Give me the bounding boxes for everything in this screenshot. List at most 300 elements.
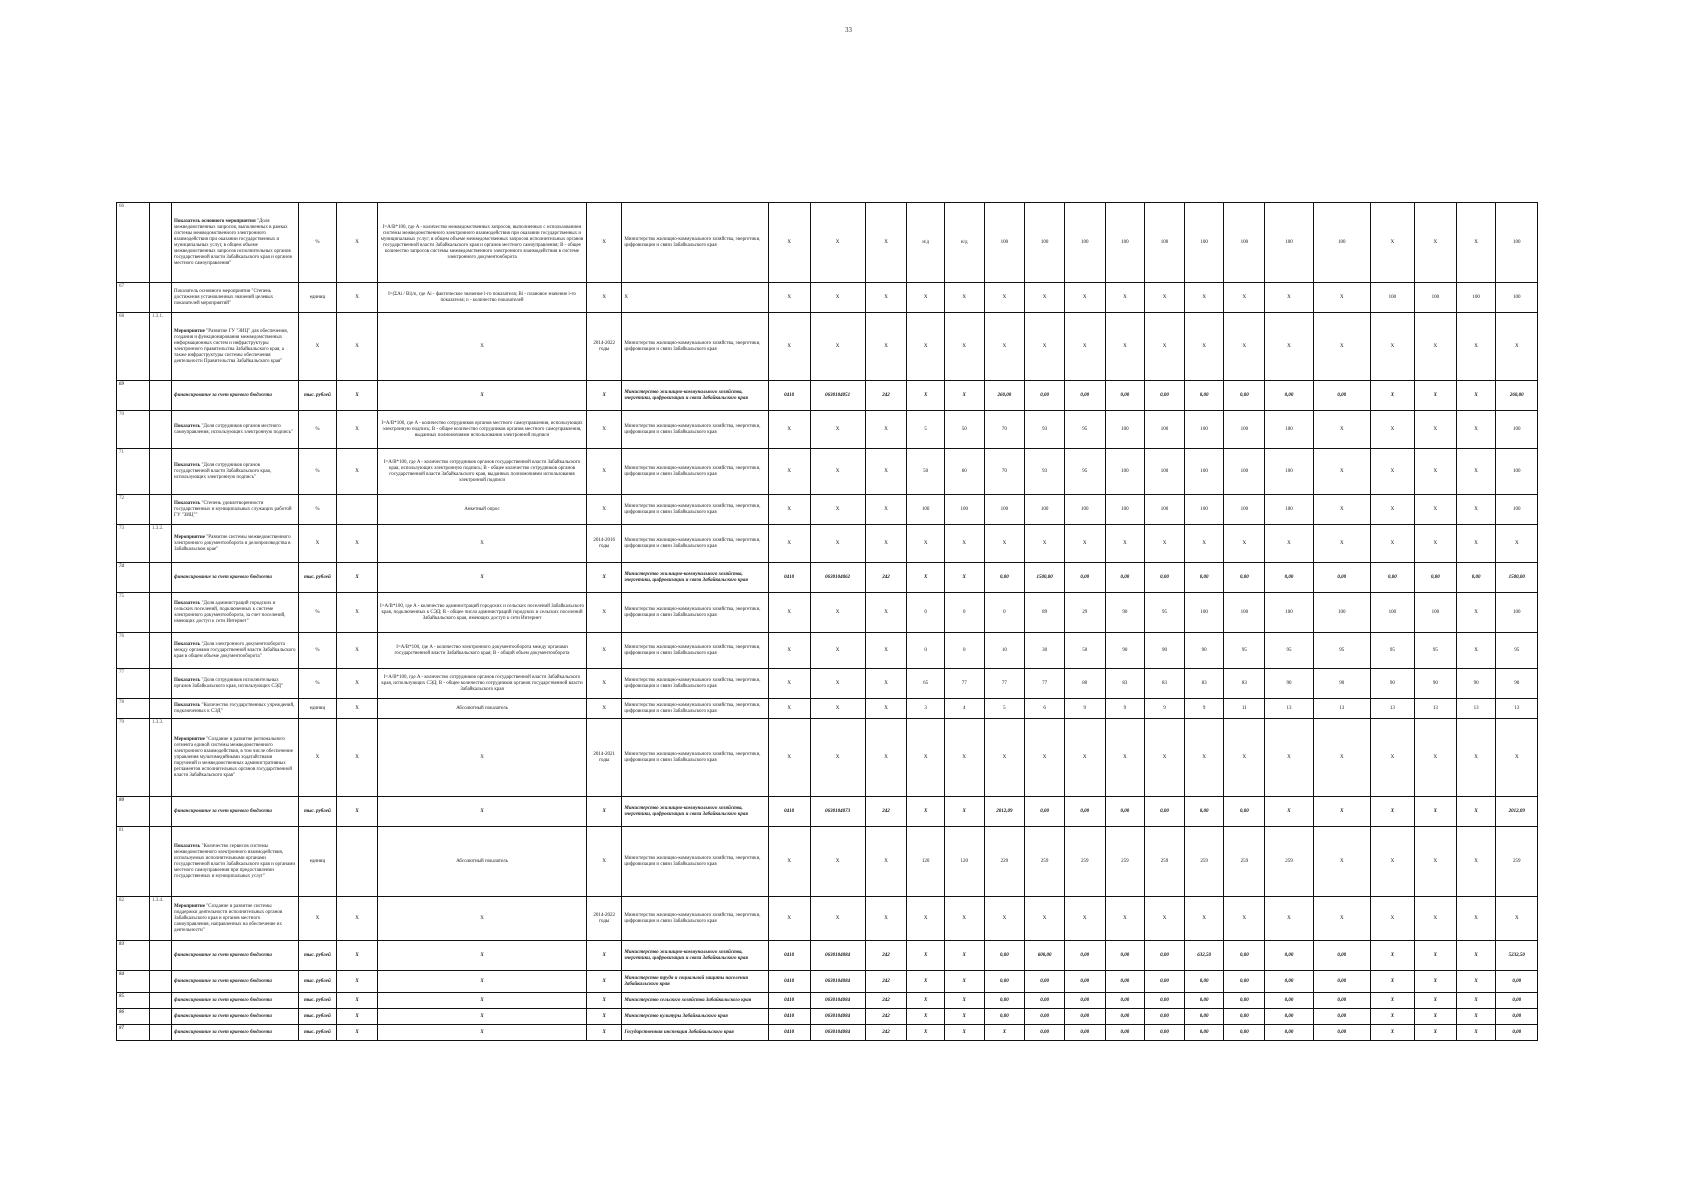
- value-cell: 0,00: [1224, 381, 1265, 411]
- value-cell: 0,00: [1025, 971, 1065, 993]
- value-cell: 0,00: [1105, 563, 1145, 593]
- value-cell: X: [1414, 993, 1456, 1009]
- value-cell: 0: [984, 593, 1025, 633]
- value-cell: 9: [1105, 699, 1145, 719]
- value-cell: 0410: [768, 1009, 810, 1025]
- period-cell: X: [587, 797, 622, 827]
- value-cell: 0,00: [1265, 381, 1313, 411]
- item-name-cell: [172, 593, 299, 633]
- value-cell: 90: [1496, 669, 1538, 699]
- value-cell: X: [865, 669, 907, 699]
- formula-cell: I=A/B*100, где A - количество сотрудников органов государственной власти Забайкальского края, использующих СЭД; B - общее количество сотрудников органов государственной власти Забайкальского края: [377, 669, 586, 699]
- value-cell: 0,00: [1224, 1009, 1265, 1025]
- value-cell: 100: [1265, 495, 1313, 525]
- responsible-cell: Министерство жилищно-коммунального хозяйства, энергетики, цифровизации и связи Забайкальского края: [622, 593, 768, 633]
- value-cell: 242: [865, 1025, 907, 1041]
- value-cell: X: [1370, 971, 1414, 993]
- row-number-cell: 76: [117, 633, 150, 669]
- item-code-cell: [150, 993, 172, 1009]
- value-cell: 50: [1064, 633, 1105, 669]
- unit-cell: %: [298, 203, 337, 283]
- value-cell: 0,00: [1064, 563, 1105, 593]
- value-cell: 0: [944, 633, 984, 669]
- period-cell: X: [587, 971, 622, 993]
- value-cell: X: [865, 897, 907, 941]
- value-cell: X: [1184, 897, 1224, 941]
- row-number-cell: 70: [117, 411, 150, 449]
- value-cell: X: [1456, 1025, 1496, 1041]
- item-name-text: "Доля межведомственных запросов, выполненных в рамках системы межведомственного электронного взаимодействия при оказании государственных и муниципальных услуг, в общем объеме межведомственных запросов исполнительных органов государственной власти Забайкальского края и органов местного самоуправления": [174, 218, 292, 266]
- row-number-cell: 69: [117, 381, 150, 411]
- base-cell: X: [337, 971, 378, 993]
- item-name-cell: [172, 633, 299, 669]
- item-name-text: финансирование за счет краевого бюджета: [174, 952, 272, 958]
- item-name-text: "Доля сотрудников органов государственной власти Забайкальского края, использующих электронную подпись": [174, 462, 272, 480]
- value-cell: 259: [1496, 827, 1538, 897]
- value-cell: X: [1184, 283, 1224, 313]
- value-cell: 2012,09: [1496, 797, 1538, 827]
- value-cell: 100: [1496, 203, 1538, 283]
- formula-cell: X: [377, 719, 586, 797]
- value-cell: 9: [1184, 699, 1224, 719]
- value-cell: 242: [865, 1009, 907, 1025]
- value-cell: 100: [1370, 283, 1414, 313]
- value-cell: X: [907, 897, 944, 941]
- value-cell: X: [1313, 797, 1370, 827]
- formula-cell: I=A/B*100, где A - количество сотрудников органов местного самоуправления, использующих электронную подпись; B - общее количество сотрудников органов местного самоуправления, выданных полномочиями использования электронной подписи: [377, 411, 586, 449]
- period-cell: X: [587, 827, 622, 897]
- value-cell: 0,00: [1145, 941, 1185, 971]
- value-cell: X: [907, 563, 944, 593]
- value-cell: н/д: [944, 203, 984, 283]
- value-cell: 13: [1496, 699, 1538, 719]
- period-cell: X: [587, 381, 622, 411]
- value-cell: X: [865, 827, 907, 897]
- unit-cell: %: [298, 449, 337, 495]
- formula-cell: X: [377, 897, 586, 941]
- value-cell: 0,00: [1496, 1025, 1538, 1041]
- formula-cell: X: [377, 381, 586, 411]
- value-cell: 100: [944, 495, 984, 525]
- item-name-cell: [172, 525, 299, 563]
- value-cell: X: [907, 971, 944, 993]
- value-cell: X: [768, 897, 810, 941]
- value-cell: X: [907, 1025, 944, 1041]
- row-number-cell: 68: [117, 313, 150, 381]
- value-cell: 100: [1224, 449, 1265, 495]
- formula-cell: X: [377, 797, 586, 827]
- item-kind-label: Мероприятие: [174, 328, 206, 334]
- value-cell: 77: [1025, 669, 1065, 699]
- table-row: [117, 897, 1588, 941]
- value-cell: X: [1456, 593, 1496, 633]
- item-name-text: "Доля администраций городских и сельских поселений, подключенных к системе электронного документооборота, за счет поселений, имеющих доступ к сети Интернет": [174, 600, 286, 624]
- value-cell: 100: [1184, 495, 1224, 525]
- value-cell: 0410: [768, 993, 810, 1009]
- value-cell: 0,00: [1224, 563, 1265, 593]
- unit-cell: X: [298, 897, 337, 941]
- item-name-text: "Развитие ГУ "ЗИЦ" для обеспечения, создания и функционирования межведомственных информационных систем и инфраструктуры электронного правительства Забайкальского края, а также инфраструктуры системы обеспечения деятельности Правительства Забайкальского края": [174, 328, 288, 364]
- base-cell: X: [337, 313, 378, 381]
- value-cell: 0: [907, 633, 944, 669]
- value-cell: 0,00: [1025, 993, 1065, 1009]
- unit-cell: тыс. рублей: [298, 971, 337, 993]
- value-cell: 100: [1313, 203, 1370, 283]
- base-cell: [337, 495, 378, 525]
- value-cell: 0,00: [1184, 1025, 1224, 1041]
- value-cell: X: [768, 313, 810, 381]
- value-cell: X: [944, 719, 984, 797]
- value-cell: 100: [984, 203, 1025, 283]
- value-cell: X: [1414, 495, 1456, 525]
- value-cell: X: [810, 719, 865, 797]
- period-cell: X: [587, 411, 622, 449]
- row-number-cell: 77: [117, 669, 150, 699]
- value-cell: X: [1456, 1009, 1496, 1025]
- value-cell: 95: [1064, 411, 1105, 449]
- value-cell: 0,00: [1224, 1025, 1265, 1041]
- value-cell: X: [1456, 525, 1496, 563]
- item-code-cell: [150, 449, 172, 495]
- value-cell: 13: [1313, 699, 1370, 719]
- item-name-text: "Степень удовлетворенности государственных и муниципальных служащих работой ГУ "ЗИЦ"": [174, 500, 292, 518]
- item-code-cell: 1.3.2.: [150, 525, 172, 563]
- value-cell: 120: [907, 827, 944, 897]
- period-cell: 2014-2021 годы: [587, 719, 622, 797]
- value-cell: X: [1496, 525, 1538, 563]
- value-cell: X: [1145, 283, 1185, 313]
- item-code-cell: [150, 593, 172, 633]
- unit-cell: %: [298, 495, 337, 525]
- value-cell: 95: [1064, 449, 1105, 495]
- value-cell: X: [865, 719, 907, 797]
- item-name-text: "Доля сотрудников органов местного самоуправления, использующих электронную подпись": [174, 423, 293, 435]
- value-cell: 242: [865, 941, 907, 971]
- value-cell: X: [1313, 827, 1370, 897]
- value-cell: X: [1025, 719, 1065, 797]
- value-cell: 259: [1265, 827, 1313, 897]
- row-number-cell: 81: [117, 827, 150, 897]
- value-cell: X: [1224, 313, 1265, 381]
- row-number-cell: 73: [117, 525, 150, 563]
- value-cell: 95: [1224, 633, 1265, 669]
- value-cell: X: [1064, 719, 1105, 797]
- value-cell: X: [907, 381, 944, 411]
- value-cell: X: [907, 1009, 944, 1025]
- value-cell: 95: [1313, 633, 1370, 669]
- value-cell: X: [1370, 313, 1414, 381]
- value-cell: 2012,09: [984, 797, 1025, 827]
- table-row: [117, 797, 1588, 827]
- value-cell: 4: [944, 699, 984, 719]
- item-name-text: "Доля сотрудников исполнительных органов Забайкальского края, использующих СЭД": [174, 677, 284, 689]
- unit-cell: X: [298, 719, 337, 797]
- item-name-cell: [172, 993, 299, 1009]
- item-code-cell: [150, 381, 172, 411]
- value-cell: X: [1105, 313, 1145, 381]
- value-cell: 0,00: [1025, 797, 1065, 827]
- value-cell: X: [1370, 1025, 1414, 1041]
- value-cell: X: [768, 669, 810, 699]
- row-number-cell: 82: [117, 897, 150, 941]
- row-number-cell: 71: [117, 449, 150, 495]
- value-cell: 100: [1370, 593, 1414, 633]
- item-name-text: финансирование за счет краевого бюджета: [174, 1029, 272, 1035]
- value-cell: 10: [984, 633, 1025, 669]
- value-cell: X: [768, 633, 810, 669]
- responsible-cell: Министерство жилищно-коммунального хозяйства, энергетики, цифровизации и связи Забайкальского края: [622, 525, 768, 563]
- value-cell: 260,00: [1496, 381, 1538, 411]
- value-cell: 83: [1105, 669, 1145, 699]
- responsible-cell: Министерство жилищно-коммунального хозяйства, энергетики, цифровизации и связи Забайкальского края: [622, 699, 768, 719]
- value-cell: X: [1313, 495, 1370, 525]
- value-cell: X: [810, 525, 865, 563]
- value-cell: X: [865, 495, 907, 525]
- unit-cell: тыс. рублей: [298, 381, 337, 411]
- unit-cell: %: [298, 669, 337, 699]
- value-cell: X: [1224, 897, 1265, 941]
- table-row: [117, 525, 1588, 563]
- responsible-cell: Министерство жилищно-коммунального хозяйства, энергетики, цифровизации и связи Забайкальского края: [622, 411, 768, 449]
- value-cell: 100: [1265, 449, 1313, 495]
- item-code-cell: [150, 827, 172, 897]
- value-cell: 0,00: [1313, 971, 1370, 993]
- value-cell: X: [1184, 719, 1224, 797]
- value-cell: X: [944, 563, 984, 593]
- value-cell: 100: [1313, 593, 1370, 633]
- value-cell: 0,00: [984, 1009, 1025, 1025]
- item-kind-label: Мероприятие: [174, 903, 206, 909]
- value-cell: 0,00: [984, 971, 1025, 993]
- value-cell: 0,00: [1313, 381, 1370, 411]
- row-number-cell: 66: [117, 203, 150, 283]
- value-cell: 259: [1145, 827, 1185, 897]
- value-cell: 30: [1025, 633, 1065, 669]
- responsible-cell: Министерство жилищно-коммунального хозяйства, энергетики, цифровизации и связи Забайкальского края: [622, 941, 768, 971]
- item-name-cell: [172, 669, 299, 699]
- value-cell: X: [1025, 283, 1065, 313]
- responsible-cell: Министерство жилищно-коммунального хозяйства, энергетики, цифровизации и связи Забайкальского края: [622, 827, 768, 897]
- value-cell: 120: [944, 827, 984, 897]
- value-cell: X: [1456, 941, 1496, 971]
- table-row: [117, 593, 1588, 633]
- value-cell: X: [1414, 1009, 1456, 1025]
- value-cell: 259: [1064, 827, 1105, 897]
- value-cell: 0,00: [1496, 993, 1538, 1009]
- value-cell: 242: [865, 993, 907, 1009]
- value-cell: 100: [1414, 593, 1456, 633]
- unit-cell: единиц: [298, 699, 337, 719]
- value-cell: X: [1456, 797, 1496, 827]
- formula-cell: X: [377, 313, 586, 381]
- value-cell: 260,00: [984, 381, 1025, 411]
- table-row: [117, 411, 1588, 449]
- row-number-cell: 75: [117, 593, 150, 633]
- value-cell: 95: [1414, 633, 1456, 669]
- value-cell: 0,00: [984, 993, 1025, 1009]
- value-cell: 100: [1184, 203, 1224, 283]
- value-cell: X: [865, 411, 907, 449]
- table-row: [117, 1009, 1588, 1025]
- table-row: [117, 971, 1588, 993]
- value-cell: 0,00: [1105, 941, 1145, 971]
- value-cell: 0,00: [1496, 1009, 1538, 1025]
- value-cell: 0410: [768, 563, 810, 593]
- value-cell: X: [768, 495, 810, 525]
- item-name-cell: [172, 313, 299, 381]
- table-row: [117, 699, 1588, 719]
- item-code-cell: [150, 669, 172, 699]
- period-cell: X: [587, 1025, 622, 1041]
- value-cell: X: [865, 449, 907, 495]
- value-cell: 100: [1456, 283, 1496, 313]
- value-cell: X: [810, 633, 865, 669]
- table-row: [117, 941, 1588, 971]
- value-cell: 80: [1064, 669, 1105, 699]
- value-cell: 259: [1224, 827, 1265, 897]
- row-number-cell: 80: [117, 797, 150, 827]
- value-cell: X: [944, 971, 984, 993]
- value-cell: X: [1105, 897, 1145, 941]
- value-cell: X: [1370, 941, 1414, 971]
- formula-cell: I=A/B*100, где A - количество администраций городских и сельских поселений Забайкальского края, подключенных к СЭД; B - общее число администраций городских и сельских поселений Забайкальского края, имеющих доступ к сети Интернет: [377, 593, 586, 633]
- value-cell: X: [1414, 971, 1456, 993]
- value-cell: 0630104084: [810, 1025, 865, 1041]
- base-cell: X: [337, 593, 378, 633]
- value-cell: 0,00: [1064, 971, 1105, 993]
- value-cell: X: [984, 525, 1025, 563]
- value-cell: X: [1313, 897, 1370, 941]
- value-cell: X: [907, 993, 944, 1009]
- value-cell: X: [1064, 897, 1105, 941]
- value-cell: 0410: [768, 971, 810, 993]
- value-cell: 95: [1145, 593, 1185, 633]
- value-cell: 5232,50: [1496, 941, 1538, 971]
- value-cell: 0,00: [1105, 1009, 1145, 1025]
- value-cell: X: [1313, 449, 1370, 495]
- value-cell: 0,00: [1224, 941, 1265, 971]
- value-cell: 0630104073: [810, 797, 865, 827]
- value-cell: 90: [1105, 633, 1145, 669]
- row-number-cell: 85: [117, 993, 150, 1009]
- value-cell: 0,00: [1224, 993, 1265, 1009]
- value-cell: X: [865, 203, 907, 283]
- value-cell: 83: [1184, 669, 1224, 699]
- value-cell: 100: [1414, 283, 1456, 313]
- unit-cell: X: [298, 525, 337, 563]
- period-cell: 2014-2016 годы: [587, 525, 622, 563]
- value-cell: 0,00: [1184, 1009, 1224, 1025]
- responsible-cell: Министерство жилищно-коммунального хозяйства, энергетики, цифровизации и связи Забайкальского края: [622, 449, 768, 495]
- value-cell: X: [1414, 1025, 1456, 1041]
- value-cell: 100: [1145, 411, 1185, 449]
- value-cell: X: [1414, 719, 1456, 797]
- base-cell: X: [337, 993, 378, 1009]
- value-cell: X: [768, 449, 810, 495]
- value-cell: 90: [1370, 669, 1414, 699]
- value-cell: X: [865, 633, 907, 669]
- value-cell: X: [1145, 313, 1185, 381]
- item-name-text: финансирование за счет краевого бюджета: [174, 808, 272, 814]
- value-cell: 70: [984, 411, 1025, 449]
- base-cell: X: [337, 897, 378, 941]
- value-cell: X: [944, 941, 984, 971]
- formula-cell: I=A/B*100, где A - количество сотрудников органов государственной власти Забайкальского края, использующих электронную подпись; B - общее количество сотрудников органов государственной власти Забайкальского края, выданных полномочиями использования электронной подписи: [377, 449, 586, 495]
- page-number: 33: [845, 26, 852, 34]
- unit-cell: %: [298, 593, 337, 633]
- value-cell: 242: [865, 563, 907, 593]
- unit-cell: X: [298, 313, 337, 381]
- period-cell: 2014-2022 годы: [587, 897, 622, 941]
- item-name-text: "Создание и развитие системы поддержки деятельности исполнительных органов Забайкальского края и органов местного самоуправления, направленных на обеспечение их деятельности": [174, 903, 283, 933]
- value-cell: 0,00: [1313, 1025, 1370, 1041]
- responsible-cell: Министерство жилищно-коммунального хозяйства, энергетики, цифровизации и связи Забайкальского края: [622, 313, 768, 381]
- value-cell: 0,00: [1145, 993, 1185, 1009]
- value-cell: X: [1265, 313, 1313, 381]
- base-cell: X: [337, 525, 378, 563]
- value-cell: 100: [1184, 449, 1224, 495]
- value-cell: 11: [1224, 699, 1265, 719]
- value-cell: 0,00: [1414, 563, 1456, 593]
- value-cell: X: [768, 411, 810, 449]
- item-name-cell: [172, 449, 299, 495]
- item-name-cell: [172, 283, 299, 313]
- value-cell: 100: [1064, 203, 1105, 283]
- table-row: [117, 563, 1588, 593]
- responsible-cell: Государственная инспекция Забайкальского края: [622, 1025, 768, 1041]
- formula-cell: Абсолютный показатель: [377, 699, 586, 719]
- value-cell: 50: [944, 411, 984, 449]
- value-cell: 0,00: [1224, 971, 1265, 993]
- table-row: [117, 719, 1588, 797]
- value-cell: 0410: [768, 797, 810, 827]
- value-cell: 9: [1064, 699, 1105, 719]
- period-cell: X: [587, 563, 622, 593]
- row-number-cell: 87: [117, 1025, 150, 1041]
- table-row: [117, 633, 1588, 669]
- value-cell: 83: [1224, 669, 1265, 699]
- value-cell: 95: [1496, 633, 1538, 669]
- base-cell: X: [337, 203, 378, 283]
- value-cell: X: [768, 203, 810, 283]
- formula-cell: I=A/B*100, где A - количество электронного документооборота между органами государственной власти Забайкальского края; B - общий объем документооборота: [377, 633, 586, 669]
- unit-cell: тыс. рублей: [298, 563, 337, 593]
- value-cell: 100: [1496, 449, 1538, 495]
- value-cell: 100: [1105, 449, 1145, 495]
- value-cell: 100: [1496, 495, 1538, 525]
- row-number-cell: 67: [117, 283, 150, 313]
- value-cell: 0,00: [1064, 1025, 1105, 1041]
- value-cell: X: [1496, 313, 1538, 381]
- item-name-cell: [172, 827, 299, 897]
- value-cell: X: [810, 411, 865, 449]
- formula-cell: X: [377, 1009, 586, 1025]
- value-cell: 0: [944, 593, 984, 633]
- table-row: [117, 313, 1588, 381]
- table-row: [117, 449, 1588, 495]
- responsible-cell: Министерство труда и социальной защиты населения Забайкальского края: [622, 971, 768, 993]
- value-cell: 100: [1224, 203, 1265, 283]
- value-cell: 0630104062: [810, 563, 865, 593]
- item-name-text: "Развитие системы межведомственного электронного документооборота и делопроизводства в Забайкальском крае": [174, 534, 291, 552]
- value-cell: X: [1456, 381, 1496, 411]
- unit-cell: тыс. рублей: [298, 1025, 337, 1041]
- base-cell: X: [337, 449, 378, 495]
- value-cell: 0,00: [1184, 993, 1224, 1009]
- value-cell: X: [1456, 633, 1496, 669]
- period-cell: X: [587, 593, 622, 633]
- value-cell: н/д: [907, 203, 944, 283]
